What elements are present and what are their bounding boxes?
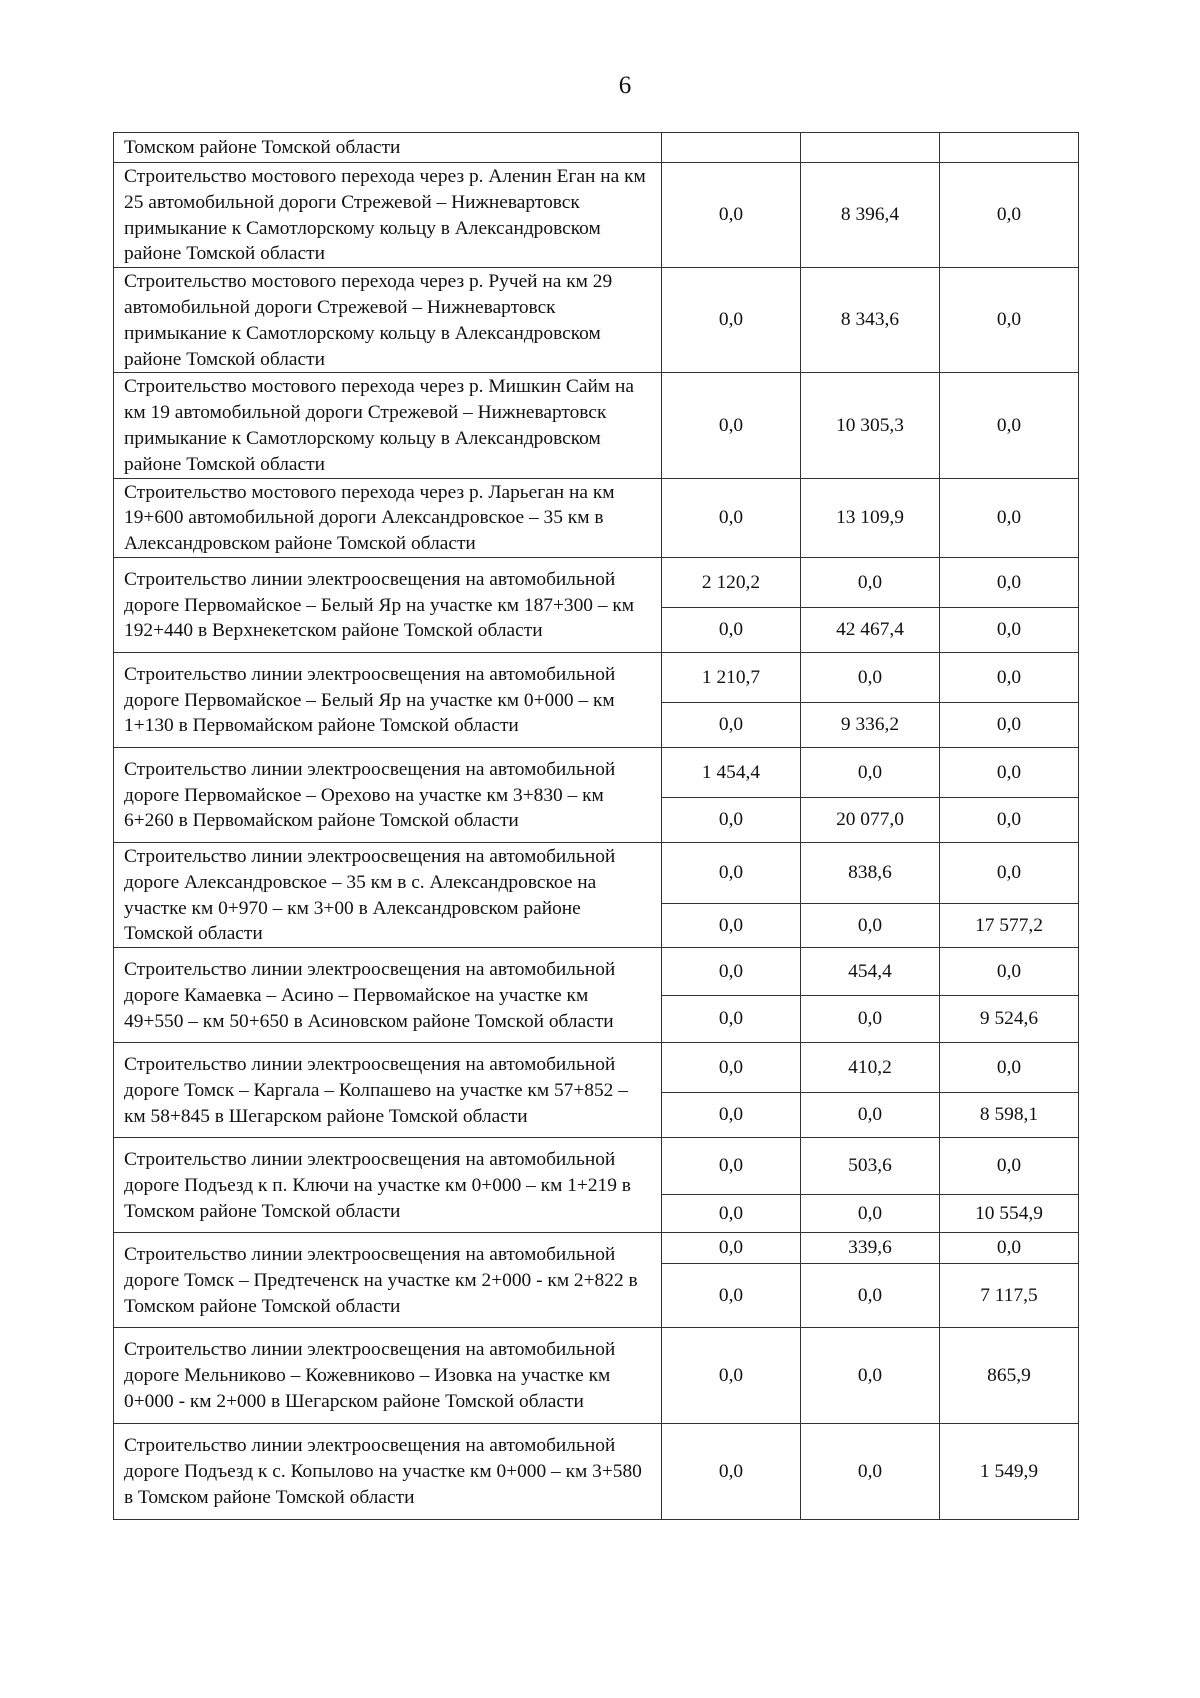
amount-col3: 0,0 <box>940 268 1079 373</box>
amount-col2: 0,0 <box>801 1424 940 1520</box>
amount-col1: 0,0 <box>662 903 801 947</box>
item-description: Строительство линии электроосвещения на автомобильной дороге Первомайское – Белый Яр на участке км 187+300 – км 192+440 в Верхнекетском районе Томской области <box>114 557 662 652</box>
amount-col2: 0,0 <box>801 747 940 797</box>
amount-col3: 0,0 <box>940 557 1079 607</box>
amount-col3: 1 549,9 <box>940 1424 1079 1520</box>
item-description: Строительство линии электроосвещения на автомобильной дороге Подъезд к с. Копылово на участке км 0+000 – км 3+580 в Томском районе Томской области <box>114 1424 662 1520</box>
amount-col1: 0,0 <box>662 1328 801 1424</box>
amount-col3: 0,0 <box>940 163 1079 268</box>
amount-col2: 9 336,2 <box>801 702 940 747</box>
amount-col3: 0,0 <box>940 747 1079 797</box>
amount-col2: 42 467,4 <box>801 607 940 652</box>
table-row <box>114 747 1079 797</box>
amount-col2: 10 305,3 <box>801 373 940 478</box>
item-description: Томском районе Томской области <box>114 133 662 163</box>
item-description: Строительство линии электроосвещения на автомобильной дороге Томск – Каргала – Колпашево на участке км 57+852 – км 58+845 в Шегарском районе Томской области <box>114 1043 662 1138</box>
amount-col2: 339,6 <box>801 1233 940 1264</box>
amount-col1: 0,0 <box>662 373 801 478</box>
amount-col1: 0,0 <box>662 607 801 652</box>
amount-col3: 0,0 <box>940 373 1079 478</box>
amount-col1: 0,0 <box>662 1043 801 1093</box>
amount-col2: 0,0 <box>801 557 940 607</box>
amount-col3: 0,0 <box>940 652 1079 702</box>
amount-col1: 0,0 <box>662 163 801 268</box>
item-description: Строительство линии электроосвещения на автомобильной дороге Томск – Предтеченск на участке км 2+000 - км 2+822 в Томском районе Томской области <box>114 1233 662 1328</box>
amount-col1: 0,0 <box>662 1424 801 1520</box>
page-number: 6 <box>618 72 632 99</box>
table-row <box>114 268 1079 373</box>
amount-col1: 0,0 <box>662 1138 801 1195</box>
amount-col1: 0,0 <box>662 842 801 903</box>
item-description: Строительство линии электроосвещения на автомобильной дороге Александровское – 35 км в с. Александровское на участке км 0+970 – км 3+00 в Александровском районе Томской области <box>114 842 662 947</box>
table-body <box>114 133 1079 1520</box>
amount-col3: 17 577,2 <box>940 903 1079 947</box>
item-description: Строительство мостового перехода через р. Аленин Еган на км 25 автомобильной дороги Стрежевой – Нижневартовск примыкание к Самотлорскому кольцу в Александровском районе Томской области <box>114 163 662 268</box>
amount-col1: 0,0 <box>662 478 801 557</box>
table-row <box>114 1138 1079 1195</box>
amount-col1: 0,0 <box>662 797 801 842</box>
amount-col1: 0,0 <box>662 948 801 996</box>
table-row <box>114 1043 1079 1093</box>
amount-col3: 0,0 <box>940 842 1079 903</box>
table-row <box>114 1328 1079 1424</box>
amount-col3: 0,0 <box>940 948 1079 996</box>
amount-col1: 0,0 <box>662 268 801 373</box>
amount-col2: 454,4 <box>801 948 940 996</box>
amount-col2: 0,0 <box>801 652 940 702</box>
amount-col3: 9 524,6 <box>940 996 1079 1043</box>
amount-col2: 0,0 <box>801 903 940 947</box>
amount-col2: 0,0 <box>801 1093 940 1138</box>
table-row <box>114 1233 1079 1264</box>
amount-col2: 0,0 <box>801 1328 940 1424</box>
amount-col3: 10 554,9 <box>940 1195 1079 1233</box>
table-row <box>114 948 1079 996</box>
amount-col3: 0,0 <box>940 1043 1079 1093</box>
amount-col2: 838,6 <box>801 842 940 903</box>
amount-col2: 0,0 <box>801 1195 940 1233</box>
amount-col2: 8 343,6 <box>801 268 940 373</box>
item-description: Строительство линии электроосвещения на автомобильной дороге Камаевка – Асино – Первомайское на участке км 49+550 – км 50+650 в Асиновском районе Томской области <box>114 948 662 1043</box>
amount-col3: 0,0 <box>940 1138 1079 1195</box>
amount-col3: 0,0 <box>940 702 1079 747</box>
item-description: Строительство мостового перехода через р. Ручей на км 29 автомобильной дороги Стрежевой – Нижневартовск примыкание к Самотлорскому кольцу в Александровском районе Томской области <box>114 268 662 373</box>
amount-col1: 0,0 <box>662 1233 801 1264</box>
item-description: Строительство мостового перехода через р. Мишкин Сайм на км 19 автомобильной дороги Стрежевой – Нижневартовск примыкание к Самотлорскому кольцу в Александровском районе Томской области <box>114 373 662 478</box>
amount-col1: 0,0 <box>662 702 801 747</box>
table-row <box>114 133 1079 163</box>
table-row <box>114 373 1079 478</box>
amount-col1: 0,0 <box>662 1195 801 1233</box>
amount-col1: 0,0 <box>662 1093 801 1138</box>
amount-col1: 1 454,4 <box>662 747 801 797</box>
item-description: Строительство линии электроосвещения на автомобильной дороге Первомайское – Орехово на участке км 3+830 – км 6+260 в Первомайском районе Томской области <box>114 747 662 842</box>
amount-col2: 0,0 <box>801 1264 940 1328</box>
table-row <box>114 842 1079 903</box>
amount-col1: 2 120,2 <box>662 557 801 607</box>
table-row <box>114 478 1079 557</box>
amount-col2: 8 396,4 <box>801 163 940 268</box>
amount-col2 <box>801 133 940 163</box>
amount-col3: 0,0 <box>940 1233 1079 1264</box>
amount-col2: 503,6 <box>801 1138 940 1195</box>
amount-col3: 7 117,5 <box>940 1264 1079 1328</box>
amount-col3 <box>940 133 1079 163</box>
amount-col2: 410,2 <box>801 1043 940 1093</box>
table-row <box>114 652 1079 702</box>
item-description: Строительство линии электроосвещения на автомобильной дороге Мельниково – Кожевниково – Изовка на участке км 0+000 - км 2+000 в Шегарском районе Томской области <box>114 1328 662 1424</box>
item-description: Строительство линии электроосвещения на автомобильной дороге Первомайское – Белый Яр на участке км 0+000 – км 1+130 в Первомайском районе Томской области <box>114 652 662 747</box>
amount-col3: 0,0 <box>940 607 1079 652</box>
amount-col1: 0,0 <box>662 1264 801 1328</box>
amount-col2: 13 109,9 <box>801 478 940 557</box>
amount-col2: 20 077,0 <box>801 797 940 842</box>
table-row <box>114 163 1079 268</box>
amount-col1: 1 210,7 <box>662 652 801 702</box>
table-row <box>114 1424 1079 1520</box>
table-row <box>114 557 1079 607</box>
amount-col3: 0,0 <box>940 797 1079 842</box>
amount-col3: 0,0 <box>940 478 1079 557</box>
financing-table <box>113 132 1079 1520</box>
amount-col3: 8 598,1 <box>940 1093 1079 1138</box>
amount-col2: 0,0 <box>801 996 940 1043</box>
item-description: Строительство линии электроосвещения на автомобильной дороге Подъезд к п. Ключи на участке км 0+000 – км 1+219 в Томском районе Томской области <box>114 1138 662 1233</box>
amount-col3: 865,9 <box>940 1328 1079 1424</box>
amount-col1 <box>662 133 801 163</box>
item-description: Строительство мостового перехода через р. Ларьеган на км 19+600 автомобильной дороги Александровское – 35 км в Александровском районе Томской области <box>114 478 662 557</box>
amount-col1: 0,0 <box>662 996 801 1043</box>
